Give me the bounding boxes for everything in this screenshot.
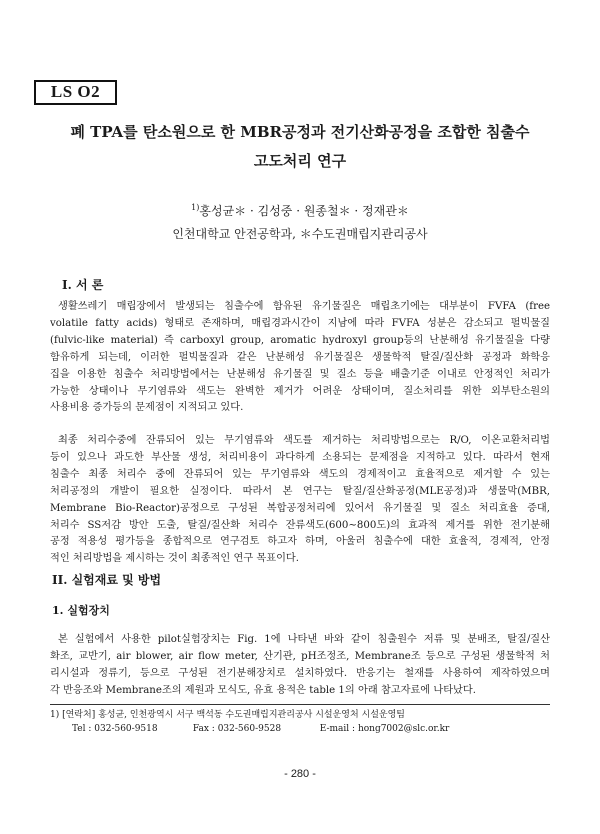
text-line: 침출수 최종 처리수 중에 잔류되어 있는 무기염류와 색도의 경제적이고 효율적으로 제거할 수 있는 — [50, 468, 550, 480]
text-line: volatile fatty acids) 형태로 존재하며, 매립경과시간이 지남에 따라 FVFA 성분은 감소되고 펄빅물질 — [50, 317, 550, 329]
text-line: 생활쓰레기 매립장에서 발생되는 침출수에 함유된 유기물질은 매립초기에는 대부분이 FVFA (free — [58, 301, 550, 312]
section-heading-methods: II. 실험재료 및 방법 — [52, 573, 162, 587]
text-line: (fulvic-like material) 즉 carboxyl group, aromatic hydroxyl group등의 난분해성 유기물질을 다량 — [50, 334, 550, 346]
text-line: 처리공정의 개발이 필요한 실정이다. 따라서 본 연구는 탈질/질산화공정(MLE공정)과 생물막(MBR, — [50, 485, 550, 497]
intro-paragraph-1 — [50, 299, 550, 417]
footnote-fax: Fax : 032-560-9528 — [192, 724, 282, 734]
text-line: 함유하게 되는데, 이러한 펄빅물질과 같은 난분해성 유기물질은 생물학적 탈질/질산화 공정과 화학응 — [50, 351, 550, 363]
text-line: 처리수 SS저감 방안 도출, 탈질/질산화 처리수 잔류색도(600∼800도)의 효과적 제거를 위한 전기분해 — [50, 519, 550, 531]
session-code-badge: LS O2 — [34, 80, 117, 105]
paper-title-line-1: 폐 TPA를 탄소원으로 한 MBR공정과 전기산화공정을 조합한 침출수 — [70, 123, 530, 141]
footnote-email: E-mail : hong7002@slc.or.kr — [319, 724, 450, 734]
footnote-divider — [50, 704, 550, 705]
footnote-contact-details — [50, 722, 449, 736]
footnote — [50, 708, 449, 736]
text-line: Membrane Bio-Reactor)공정으로 구성된 복합공정처리에 있어서 유기물질 및 질소 처리효율 증대, — [50, 502, 550, 514]
page-number: - 280 - — [284, 768, 316, 780]
footnote-tel: Tel : 032-560-9518 — [72, 724, 158, 734]
text-line: 리시설과 정류기, 등으로 구성된 전기분해장치로 설치하였다. 반응기는 철재를 사용하여 제작하였으며 — [50, 667, 550, 679]
paper-title-line-2: 고도처리 연구 — [253, 152, 347, 170]
text-line: 집을 이용한 침출수 처리방법에서는 난분해성 유기물질 및 질소 등을 배출기준 이내로 안정적인 처리가 — [50, 368, 550, 380]
text-line: 공정 적용성 평가등을 종합적으로 연구검토 하고자 하며, 아울러 침출수에 대한 효율적, 경제적, 안정 — [50, 536, 550, 548]
methods-paragraph-1 — [50, 632, 550, 700]
author-list — [40, 202, 560, 219]
text-line: 각 반응조와 Membrane조의 제원과 모식도, 유효 용적은 table 1의 아래 참고자료에 나타났다. — [50, 684, 476, 696]
intro-paragraph-2 — [50, 433, 550, 568]
text-line: 사용비용 증가등의 문제점이 지적되고 있다. — [50, 402, 244, 414]
text-line: 등이 있으나 과도한 부산물 생성, 처리비용이 과다하게 소용되는 문제점을 지적하고 있다. 따라서 현재 — [50, 451, 550, 463]
text-line: 가능한 상태이나 무기염류와 색도는 완벽한 제거가 어려운 상태이며, 질소처리를 위한 외부탄소원의 — [50, 385, 550, 397]
text-line: 최종 처리수중에 잔류되어 있는 무기염류와 색도를 제거하는 처리방법으로는 R/O, 이온교환처리법 — [58, 435, 550, 446]
section-heading-introduction: I. 서 론 — [62, 278, 104, 292]
text-line: 화조, 교반기, air blower, air flow meter, 산기관, pH조정조, Membrane조 등으로 구성된 생물학적 처 — [50, 650, 550, 662]
author-affiliation: 인천대학교 안전공학과, ＊수도권매립지관리공사 — [172, 227, 428, 241]
footnote-marker: 1) — [191, 203, 200, 212]
author-names: 홍성균＊ · 김성중 · 원종철＊ · 정재관＊ — [199, 204, 409, 218]
text-line: 적인 처리방법을 제시하는 것이 최종적인 연구 목표이다. — [50, 553, 300, 565]
subsection-heading-apparatus: 1. 실험장치 — [52, 604, 110, 617]
footnote-contact: 1) [연락처] 홍성균, 인천광역시 서구 백석동 수도권매립지관리공사 시설운영처 시설운영팀 — [50, 710, 405, 720]
text-line: 본 실험에서 사용한 pilot실험장치는 Fig. 1에 나타낸 바와 같이 침출원수 저류 및 분배조, 탈질/질산 — [58, 634, 550, 645]
